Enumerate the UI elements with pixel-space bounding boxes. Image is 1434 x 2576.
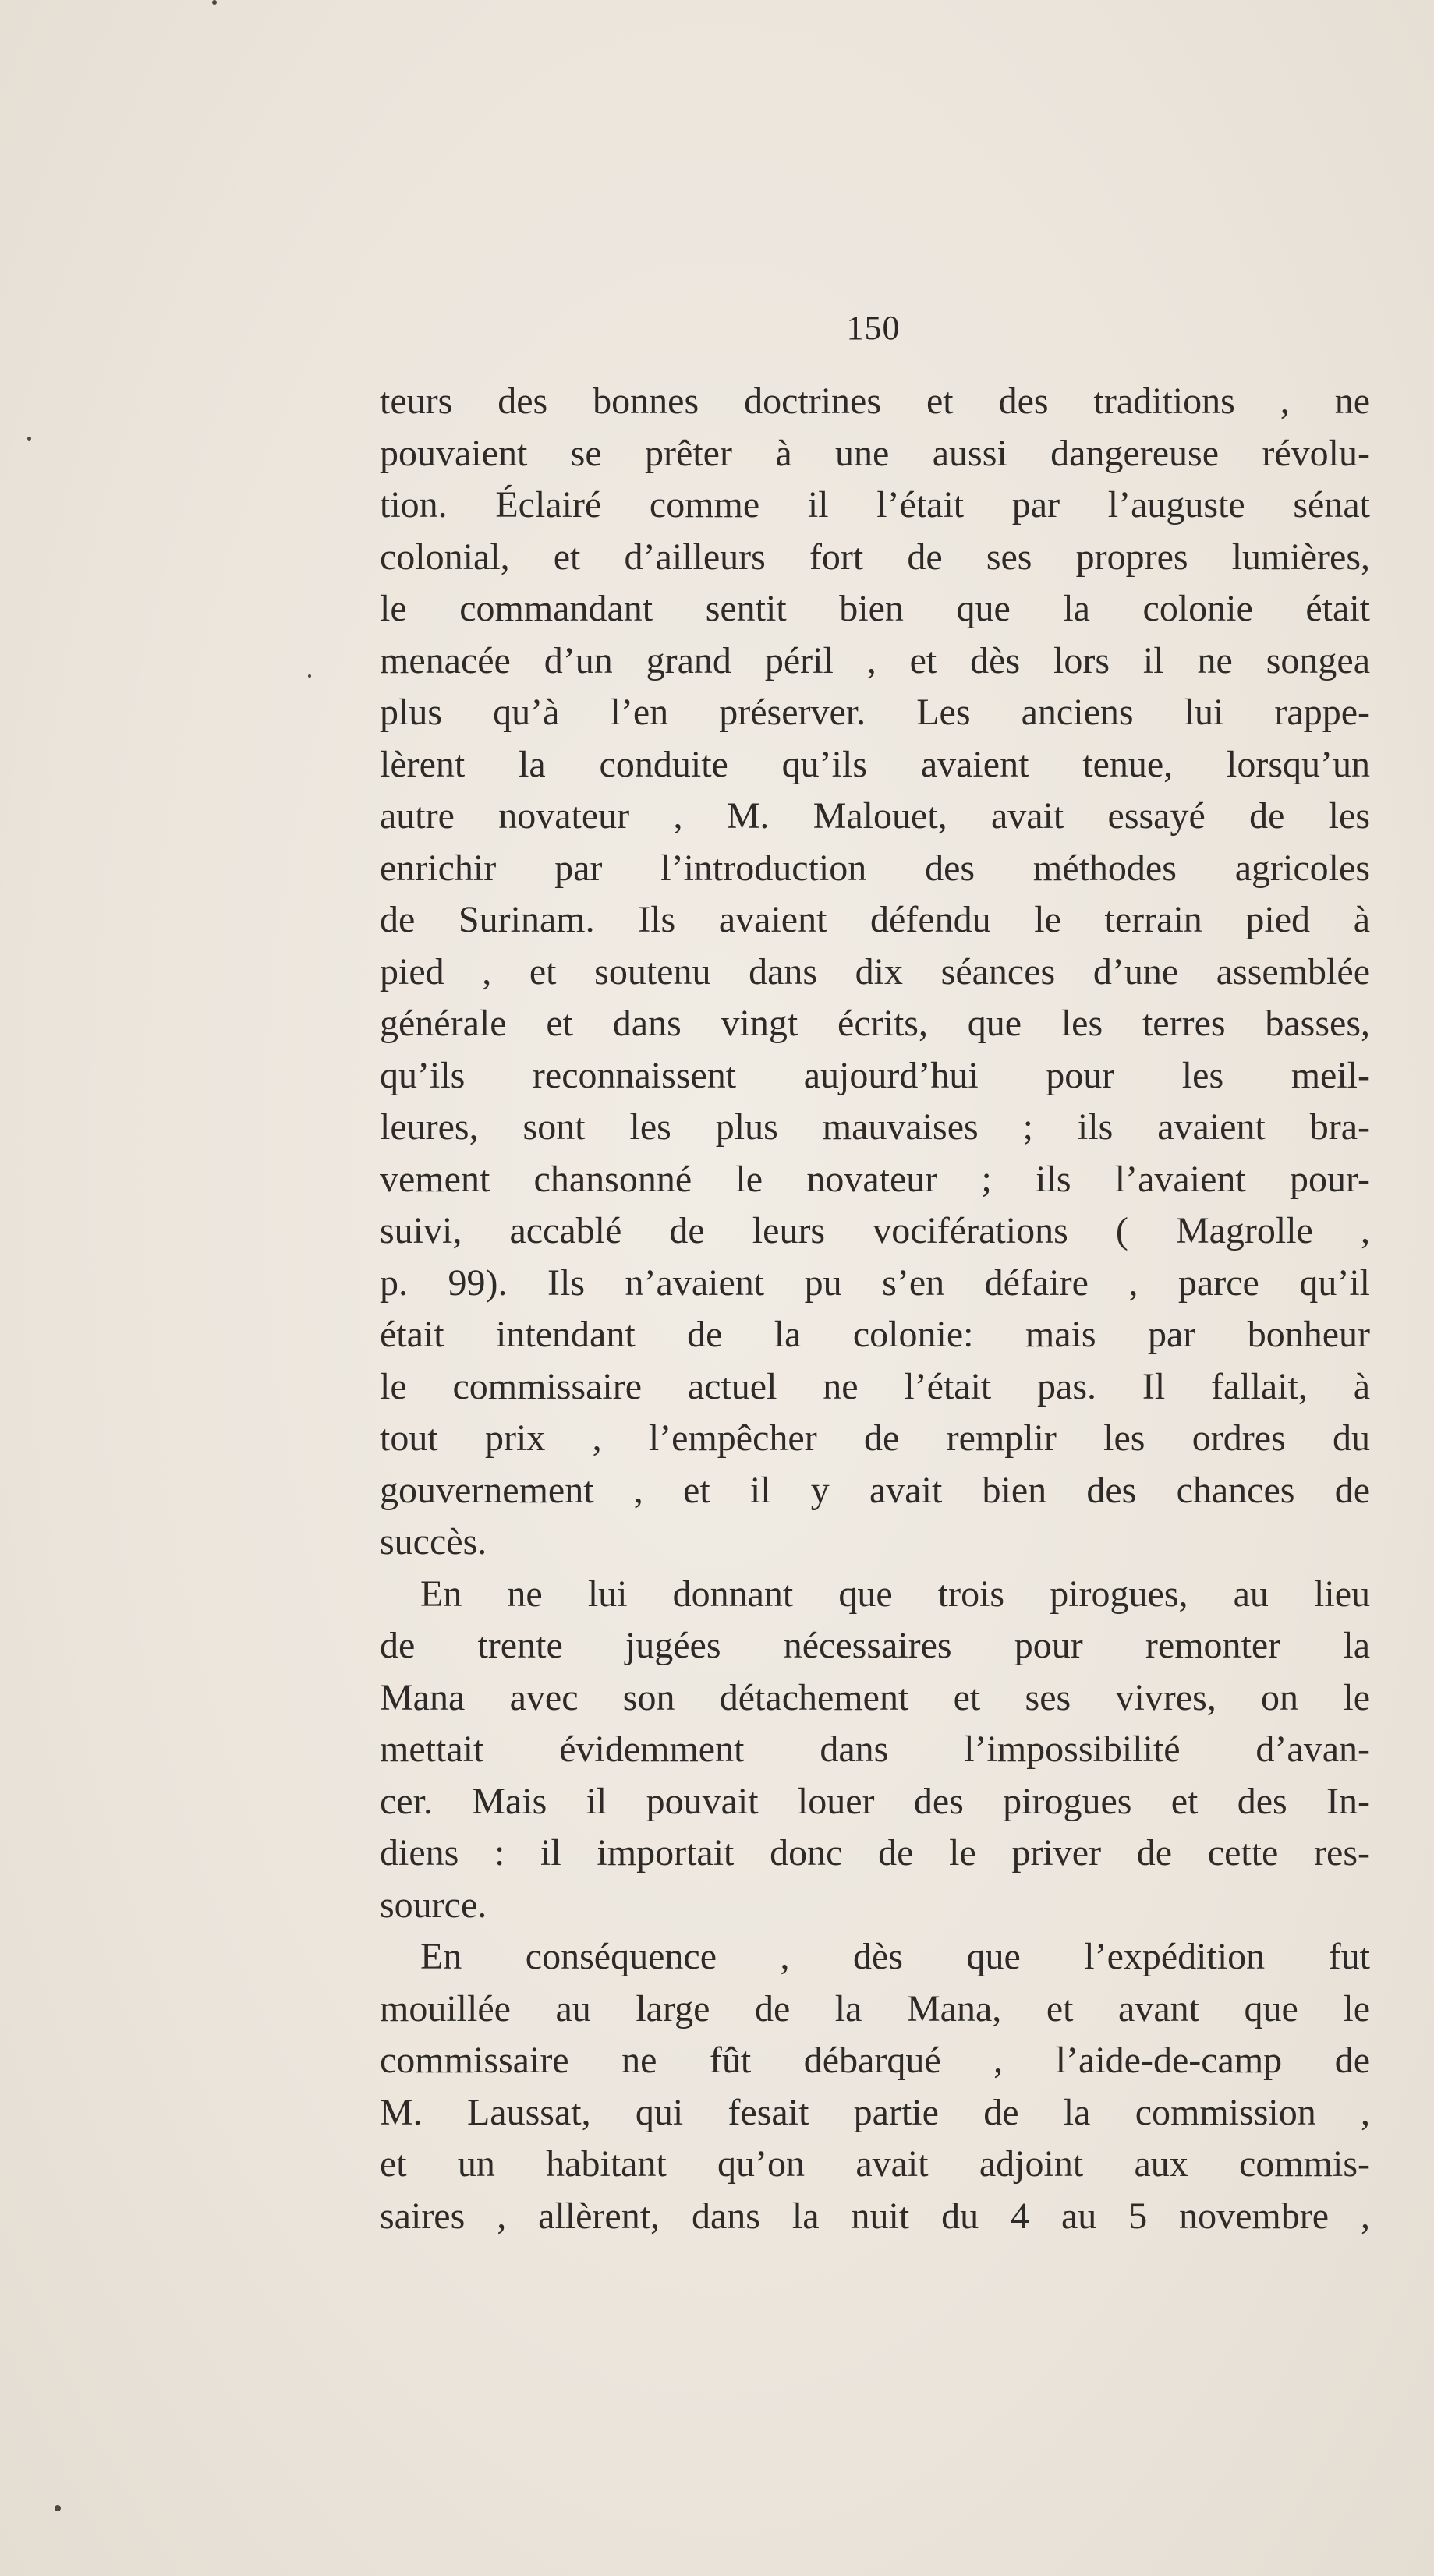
text-line: tion. Éclairé comme il l’était par l’auguste sénat <box>380 484 1370 525</box>
text-line: saires , allèrent, dans la nuit du 4 au 5 novembre , <box>380 2195 1370 2237</box>
text-line: Mana avec son détachement et ses vivres, on le <box>380 1676 1370 1718</box>
text-line: colonial, et d’ailleurs fort de ses propres lumières, <box>380 536 1370 578</box>
text-line: suivi, accablé de leurs vociférations ( Magrolle , <box>380 1210 1370 1251</box>
text-line: qu’ils reconnaissent aujourd’hui pour les meil- <box>380 1054 1370 1096</box>
text-line: mettait évidemment dans l’impossibilité d’avan- <box>380 1729 1370 1770</box>
text-line: le commissaire actuel ne l’était pas. Il fallait, à <box>380 1365 1370 1407</box>
paper-speck <box>27 437 31 441</box>
paragraph-end-line: source. <box>380 1884 487 1926</box>
text-line: teurs des bonnes doctrines et des traditions , ne <box>380 380 1370 422</box>
text-line: cer. Mais il pouvait louer des pirogues et des In- <box>380 1780 1370 1822</box>
text-line: enrichir par l’introduction des méthodes agricoles <box>380 847 1370 889</box>
text-line: p. 99). Ils n’avaient pu s’en défaire , parce qu’il <box>380 1261 1370 1304</box>
paper-speck <box>55 2505 61 2511</box>
text-line: lèrent la conduite qu’ils avaient tenue, lorsqu’un <box>380 743 1370 785</box>
text-line: de Surinam. Ils avaient défendu le terrain pied à <box>380 899 1370 940</box>
text-line: de trente jugées nécessaires pour remonter la <box>380 1625 1370 1666</box>
text-line: tout prix , l’empêcher de remplir les ordres du <box>380 1417 1370 1459</box>
text-line: plus qu’à l’en préserver. Les anciens lui rappe- <box>380 692 1370 733</box>
text-line: leures, sont les plus mauvaises ; ils avaient bra- <box>380 1106 1370 1148</box>
text-line: et un habitant qu’on avait adjoint aux commis- <box>380 2143 1370 2185</box>
paragraph-start-line: En ne lui donnant que trois pirogues, au lieu <box>420 1573 1370 1615</box>
text-line: le commandant sentit bien que la colonie était <box>380 588 1370 629</box>
text-line: commissaire ne fût débarqué , l’aide-de-camp de <box>380 2040 1370 2081</box>
paper-speck <box>212 0 217 5</box>
text-line: diens : il importait donc de le priver de cette res- <box>380 1832 1370 1874</box>
page-number: 150 <box>846 309 901 347</box>
text-line: menacée d’un grand péril , et dès lors il ne songea <box>380 639 1370 681</box>
text-line: M. Laussat, qui fesait partie de la commission , <box>380 2091 1370 2133</box>
text-line: autre novateur , M. Malouet, avait essayé de les <box>380 795 1370 837</box>
paragraph-start-line: En conséquence , dès que l’expédition fut <box>420 1936 1370 1977</box>
paragraph-end-line: succès. <box>380 1521 487 1562</box>
body-text <box>380 376 1370 2242</box>
text-line: gouvernement , et il y avait bien des chances de <box>380 1469 1370 1511</box>
text-line: pouvaient se prêter à une aussi dangereuse révolu- <box>380 432 1370 474</box>
text-line: vement chansonné le novateur ; ils l’avaient pour- <box>380 1158 1370 1200</box>
text-line: mouillée au large de la Mana, et avant que le <box>380 1987 1370 2029</box>
text-line: pied , et soutenu dans dix séances d’une assemblée <box>380 950 1370 993</box>
text-line: générale et dans vingt écrits, que les terres basses, <box>380 1003 1370 1044</box>
text-line: était intendant de la colonie: mais par bonheur <box>380 1314 1370 1355</box>
paper-speck <box>308 674 311 678</box>
